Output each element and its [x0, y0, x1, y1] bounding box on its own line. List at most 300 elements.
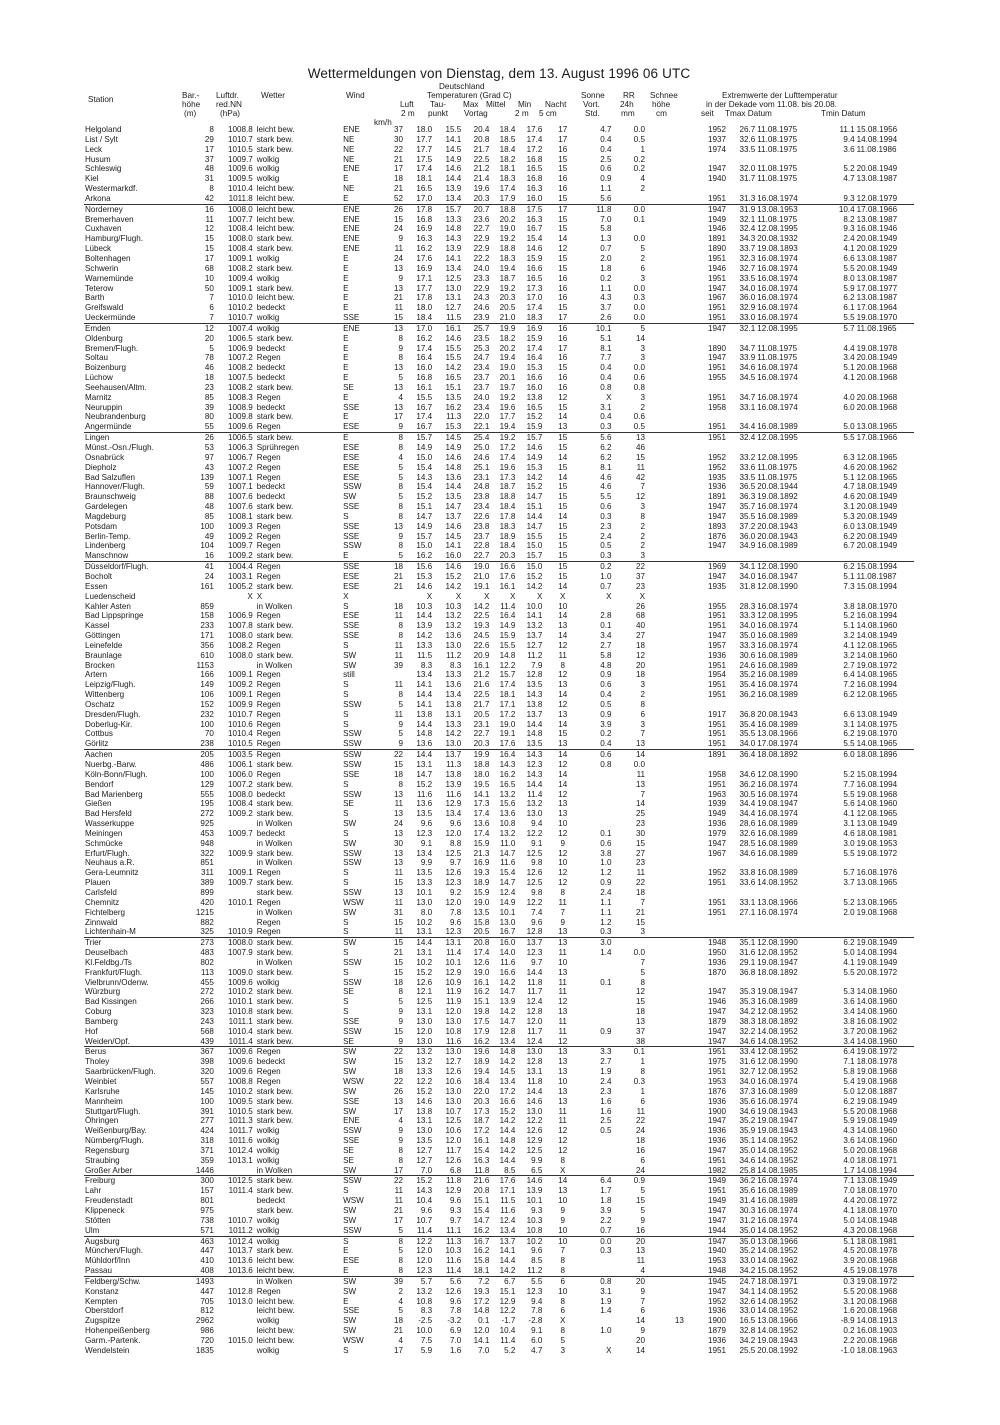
- temp-min-cell: 15.3: [526, 462, 543, 472]
- hdr-sonne-1: Sonne: [581, 91, 605, 100]
- pressure-cell: 1009.7: [227, 828, 253, 838]
- wind-speed-cell: 11: [394, 650, 403, 660]
- temp-min-5cm-cell: 10: [558, 1196, 568, 1206]
- tmax-date-cell: 16.08.1989: [757, 631, 798, 641]
- tmin-date-cell: 18.08.1971: [856, 1155, 898, 1165]
- snow-cell: [647, 1256, 686, 1266]
- pressure-cell: 1006.9: [227, 343, 253, 353]
- tmin-cell: 6.0: [843, 521, 855, 531]
- since-cell: 1951: [708, 690, 727, 700]
- snow-cell: [647, 412, 686, 422]
- since-cell: 1951: [708, 392, 727, 402]
- temp-max-cell: 21.6: [463, 1176, 491, 1186]
- dewpoint-cell: 14.4: [445, 482, 462, 492]
- sunshine-cell: 2.4: [600, 887, 612, 897]
- sunshine-cell: 0.6: [581, 750, 613, 760]
- table-row: [84, 997, 914, 1007]
- tmax-cell: 34.6: [739, 1036, 756, 1046]
- temp-air-cell: 13.3: [416, 1067, 433, 1077]
- temp-min-cell: 12.8: [526, 1057, 543, 1067]
- since-cell: 1958: [708, 402, 727, 412]
- tmin-cell: 5.1: [843, 363, 855, 373]
- tmax-date-cell: 16.08.1974: [757, 789, 798, 799]
- weather-cell: stark bew.: [256, 502, 294, 512]
- tmax-date-cell: 20.08.1943: [757, 709, 798, 719]
- snow-cell: [647, 948, 686, 958]
- temp-min-5cm-cell: 14: [544, 750, 581, 760]
- tmin-date-cell: 14.08.1960: [856, 987, 898, 997]
- snow-cell: [647, 1136, 686, 1146]
- tmax-date-cell: [757, 978, 827, 988]
- temp-min-5cm-cell: 13: [558, 1096, 568, 1106]
- temp-air-cell: 15.4: [416, 482, 433, 492]
- temp-min-cell: 16.4: [526, 353, 543, 363]
- dewpoint-cell: 16.5: [445, 373, 462, 383]
- sunshine-cell: 3.1: [600, 402, 612, 412]
- pressure-cell: 1010.7: [227, 709, 253, 719]
- wind-dir-cell: SSE: [343, 1096, 360, 1106]
- since-cell: 1947: [708, 987, 727, 997]
- wind-dir-cell: ENE: [340, 323, 379, 333]
- station-cell: Erfurt/Flugh.: [85, 848, 130, 858]
- tmax-cell: 34.0: [739, 621, 756, 631]
- precip-cell: 5: [640, 244, 646, 254]
- baro-cell: 152: [200, 699, 214, 709]
- weather-cell: Regen: [256, 1067, 281, 1077]
- temp-max-cell: 20.3: [473, 193, 490, 203]
- pressure-cell: 1011.1: [228, 1016, 253, 1026]
- temp-air-cell: 16.8: [416, 214, 433, 224]
- temp-min-cell: 14.3: [526, 690, 543, 700]
- hdr-station: Station: [88, 95, 114, 104]
- since-cell: 1936: [708, 1096, 727, 1106]
- baro-cell: 986: [200, 1326, 214, 1336]
- since-cell: 1949: [708, 1196, 727, 1206]
- wind-speed-cell: 18: [379, 562, 405, 572]
- dewpoint-cell: 10.1: [445, 957, 462, 967]
- since-cell: 1947: [708, 541, 727, 551]
- sunshine-cell: [581, 987, 613, 997]
- tmax-date-cell: 20.08.1943: [757, 521, 798, 531]
- tmax-date-cell: 16.08.1989: [757, 670, 798, 680]
- temp-mean-cell: 19.0: [499, 719, 516, 729]
- table-row: [84, 135, 914, 145]
- temp-min-5cm-cell: 14: [558, 769, 568, 779]
- wind-dir-cell: SSE: [343, 1016, 360, 1026]
- weather-cell: stark bew.: [256, 134, 294, 144]
- station-cell: Lüchow: [85, 373, 113, 383]
- table-row: [84, 422, 914, 432]
- table-row: [84, 799, 914, 809]
- since-cell: 1900: [708, 1316, 727, 1326]
- tmax-cell: 35.0: [739, 1225, 756, 1235]
- snow-cell: [647, 927, 686, 937]
- temp-max-cell: 23.8: [473, 492, 490, 502]
- dewpoint-cell: 13.3: [445, 214, 462, 224]
- tmax-cell: 34.1: [728, 562, 757, 572]
- tmin-date-cell: 11.08.1987: [856, 571, 897, 581]
- wind-dir-cell: SE: [343, 987, 354, 997]
- station-cell: Magdeburg: [85, 511, 126, 521]
- station-cell: Gießen: [85, 799, 112, 809]
- temp-min-5cm-cell: 12: [558, 640, 568, 650]
- tmin-cell: 4.1: [843, 244, 855, 254]
- since-cell: 1940: [708, 174, 727, 184]
- since-cell: 1951: [708, 739, 727, 749]
- baro-cell: 424: [200, 1126, 214, 1136]
- dewpoint-cell: 14.2: [445, 363, 462, 373]
- baro-cell: 11: [205, 214, 214, 224]
- station-cell: Feldberg/Schw.: [84, 1276, 188, 1286]
- temp-mean-cell: 14.8: [499, 650, 516, 660]
- temp-max-cell: 16.2: [473, 1246, 490, 1256]
- dewpoint-cell: 14.5: [445, 531, 462, 541]
- pressure-cell: 1008.0: [227, 631, 253, 641]
- snow-cell: [647, 729, 686, 739]
- wind-speed-cell: 39: [393, 660, 403, 670]
- temp-mean-cell: 12.8: [499, 1026, 516, 1036]
- temp-max-cell: 23.1: [473, 472, 490, 482]
- station-cell: Konstanz: [85, 1286, 119, 1296]
- precip-cell: 9: [640, 1215, 646, 1225]
- tmax-date-cell: 16.08.1989: [757, 868, 798, 878]
- tmax-cell: 34.6: [739, 1106, 756, 1116]
- tmin-date-cell: 19.08.1949: [857, 938, 914, 948]
- tmin-date-cell: 14.08.1960: [856, 997, 898, 1007]
- temp-air-cell: 16.5: [416, 184, 433, 194]
- since-cell: 1947: [708, 571, 727, 581]
- weather-cell: Regen: [256, 739, 281, 749]
- temp-min-cell: 10.8: [526, 1225, 543, 1235]
- wind-dir-cell: SSW: [343, 1126, 362, 1136]
- dewpoint-cell: 1.6: [450, 1345, 462, 1355]
- weather-cell: in Wolken: [256, 838, 293, 848]
- pressure-cell: 1010.1: [227, 997, 253, 1007]
- sunshine-cell: 6.2: [600, 452, 612, 462]
- since-cell: 1890: [708, 244, 727, 254]
- station-cell: Deuselbach: [85, 948, 128, 958]
- table-row: [84, 551, 914, 561]
- sunshine-cell: 0.7: [600, 244, 612, 254]
- tmin-date-cell: 17.08.1977: [856, 283, 898, 293]
- tmax-date-cell: 16.08.1974: [757, 1205, 798, 1215]
- precip-cell: 11: [636, 769, 646, 779]
- sunshine-cell: 0.2: [600, 729, 612, 739]
- tmin-cell: 5.2: [843, 611, 855, 621]
- temp-mean-cell: 17.1: [499, 1186, 516, 1196]
- temp-max-cell: 20.3: [473, 739, 490, 749]
- hdr-wetter: Wetter: [261, 91, 285, 100]
- dewpoint-cell: 13.6: [445, 680, 462, 690]
- weather-cell: in Wolken: [256, 957, 293, 967]
- tmax-cell: 33.5: [739, 144, 756, 154]
- tmin-cell: 4.1: [843, 809, 855, 819]
- temp-min-5cm-cell: 14: [558, 719, 568, 729]
- since-cell: 1937: [708, 134, 727, 144]
- tmin-date-cell: 14.08.1913: [856, 1316, 898, 1326]
- since-cell: 1936: [708, 1136, 727, 1146]
- wind-dir-cell: SSE: [343, 631, 360, 641]
- tmin-cell: 6.2: [843, 1096, 855, 1106]
- tmin-date-cell: 20.08.1949: [856, 541, 898, 551]
- temp-mean-cell: 12.9: [499, 1296, 516, 1306]
- tmax-cell: 35.5: [739, 729, 756, 739]
- precip-cell: 8: [640, 511, 646, 521]
- since-cell: 1947: [708, 1145, 727, 1155]
- temp-min-5cm-cell: 8: [560, 1256, 565, 1266]
- pressure-cell: [216, 1206, 255, 1216]
- snow-cell: [647, 760, 686, 770]
- tmax-date-cell: 20.08.1932: [757, 234, 798, 244]
- temp-max-cell: 23.5: [473, 333, 490, 343]
- temp-max-cell: 19.8: [473, 1007, 490, 1017]
- temp-mean-cell: 16.1: [499, 581, 516, 591]
- tmin-date-cell: 16.08.1994: [856, 611, 898, 621]
- sunshine-cell: 0.1: [600, 621, 612, 631]
- tmax-date-cell: 16.08.1989: [757, 650, 798, 660]
- table-row: [84, 868, 914, 878]
- dewpoint-cell: 11.1: [446, 1225, 462, 1235]
- snow-cell: [647, 541, 686, 551]
- baro-cell: 149: [200, 680, 214, 690]
- tmin-date-cell: [857, 888, 914, 898]
- temp-min-5cm-cell: 15: [544, 433, 581, 443]
- tmin-cell: 5.8: [843, 1067, 855, 1077]
- wind-speed-cell: 30: [393, 134, 403, 144]
- temp-min-cell: 8.5: [531, 1256, 543, 1266]
- temp-mean-cell: 10.8: [499, 819, 516, 829]
- temp-min-cell: 14.3: [526, 769, 543, 779]
- tmin-date-cell: [857, 927, 914, 937]
- temp-min-cell: 9.3: [531, 1205, 543, 1215]
- tmin-cell: [827, 443, 856, 453]
- temp-air-cell: 15.2: [416, 492, 433, 502]
- weather-report-sheet: [84, 60, 914, 1400]
- snow-cell: [647, 532, 686, 542]
- table-row: [84, 720, 914, 730]
- temp-min-cell: 13.8: [526, 392, 543, 402]
- table-row: [84, 809, 914, 819]
- since-cell: 1900: [708, 1106, 727, 1116]
- weather-cell: stark bew.: [256, 779, 294, 789]
- station-cell: Kl.Feldbg./Ts: [85, 957, 132, 967]
- wind-speed-cell: 8: [398, 482, 403, 492]
- tmax-cell: 33.7: [739, 244, 756, 254]
- temp-air-cell: 15.7: [405, 433, 434, 443]
- baro-cell: 16: [204, 551, 214, 561]
- tmax-date-cell: 14.08.1952: [757, 1155, 798, 1165]
- station-cell: Soltau: [85, 353, 108, 363]
- since-cell: 1947: [708, 1026, 727, 1036]
- temp-min-5cm-cell: 15: [558, 164, 568, 174]
- weather-cell: wolkig: [255, 1236, 340, 1246]
- station-cell: Hof: [85, 1026, 98, 1036]
- tmin-cell: 5.6: [843, 799, 855, 809]
- temp-max-cell: 15.4: [473, 1205, 490, 1215]
- since-cell: 1967: [708, 848, 727, 858]
- temp-mean-cell: 11.0: [500, 838, 516, 848]
- baro-cell: 322: [200, 848, 214, 858]
- table-row: [84, 1037, 914, 1047]
- since-cell: 1935: [708, 581, 727, 591]
- temp-max-cell: X: [484, 591, 490, 601]
- temp-mean-cell: 18.3: [499, 253, 516, 263]
- pressure-cell: 1011.4: [228, 1036, 253, 1046]
- weather-cell: stark bew.: [256, 948, 294, 958]
- wind-dir-cell: E: [343, 1266, 349, 1276]
- tmax-cell: 34.3: [739, 234, 756, 244]
- station-cell: Bad Hersfeld: [85, 809, 132, 819]
- tmin-date-cell: 16.08.1994: [856, 680, 898, 690]
- table-row: [84, 670, 914, 680]
- temp-min-5cm-cell: 10: [558, 957, 568, 967]
- tmin-date-cell: 13.08.1987: [856, 214, 898, 224]
- sunshine-cell: 0.4: [600, 373, 612, 383]
- weather-cell: stark bew.: [256, 263, 294, 273]
- tmin-cell: -1.0: [840, 1345, 855, 1355]
- wind-speed-cell: [379, 670, 405, 680]
- pressure-cell: 1015.0: [227, 1335, 253, 1345]
- wind-dir-cell: ESE: [343, 1256, 360, 1266]
- since-cell: [686, 383, 728, 393]
- tmin-cell: 4.1: [843, 957, 855, 967]
- baro-cell: 1493: [188, 1276, 216, 1286]
- dewpoint-cell: 14.2: [445, 581, 462, 591]
- wind-dir-cell: S: [343, 779, 349, 789]
- table-row: [84, 829, 914, 839]
- wind-dir-cell: WSW: [343, 1335, 364, 1345]
- wind-speed-cell: 52: [393, 193, 403, 203]
- tmax-cell: 28.5: [739, 838, 756, 848]
- temp-mean-cell: 18.7: [499, 482, 516, 492]
- tmin-date-cell: 19.08.1972: [857, 1047, 914, 1057]
- temp-mean-cell: 14.7: [499, 987, 516, 997]
- table-row: [84, 739, 914, 749]
- wind-speed-cell: 22: [393, 1077, 403, 1086]
- station-cell: Görlitz: [85, 739, 109, 749]
- precip-cell: 37: [636, 1026, 646, 1036]
- pressure-cell: 1011.7: [228, 1126, 253, 1136]
- weather-cell: leicht bew.: [255, 204, 340, 214]
- precip-cell: 4: [640, 174, 646, 184]
- station-cell: Berus: [84, 1047, 188, 1057]
- tmax-cell: 31.2: [739, 1215, 756, 1225]
- wind-speed-cell: 5: [398, 1225, 403, 1235]
- snow-cell: [647, 234, 686, 244]
- temp-max-cell: 19.0: [473, 897, 490, 907]
- wind-dir-cell: SSW: [343, 699, 362, 709]
- temp-min-cell: 13.2: [526, 799, 543, 809]
- sunshine-cell: [581, 819, 613, 829]
- temp-min-5cm-cell: X: [560, 1165, 566, 1175]
- temp-min-5cm-cell: 15: [558, 363, 568, 373]
- temp-air-cell: 13.4: [416, 848, 433, 858]
- sunshine-cell: 2.4: [600, 531, 612, 541]
- station-cell: Vielbrunn/Odenw.: [85, 977, 149, 987]
- temp-min-cell: 10.0: [526, 601, 543, 611]
- table-row: [84, 1166, 914, 1176]
- temp-air-cell: 16.9: [416, 263, 433, 273]
- since-cell: 1949: [686, 1176, 728, 1186]
- precip-cell: 22: [636, 1116, 646, 1126]
- tmax-cell: 25.5: [739, 1345, 756, 1355]
- tmin-date-cell: 14.08.1960: [856, 1007, 898, 1017]
- tmin-cell: [827, 383, 856, 393]
- sunshine-cell: 0.2: [600, 273, 612, 283]
- tmin-date-cell: 14.08.1994: [856, 1165, 898, 1175]
- weather-cell: stark bew.: [256, 283, 294, 293]
- since-cell: 1951: [708, 680, 727, 690]
- tmin-cell: 3.4: [843, 353, 855, 363]
- tmin-cell: 6.0: [827, 750, 856, 760]
- wind-speed-cell: 18: [393, 1067, 403, 1077]
- temp-air-cell: 17.0: [405, 323, 434, 333]
- pressure-cell: 1010.7: [227, 1215, 253, 1225]
- tmin-cell: 5.5: [843, 1106, 855, 1116]
- temp-min-5cm-cell: 7: [560, 907, 565, 917]
- temp-air-cell: 12.5: [416, 997, 433, 1007]
- dewpoint-cell: 14.8: [445, 462, 462, 472]
- baro-cell: 100: [200, 521, 214, 531]
- snow-cell: [647, 264, 686, 274]
- wind-dir-cell: E: [343, 193, 349, 203]
- hdr-vortag: Vortag: [464, 109, 488, 118]
- since-cell: 1951: [686, 433, 728, 443]
- temp-min-cell: 9.1: [531, 1326, 543, 1336]
- wind-dir-cell: SE: [343, 1155, 354, 1165]
- snow-cell: [647, 463, 686, 473]
- baro-cell: 59: [204, 482, 214, 492]
- tmax-cell: 38.3: [739, 1016, 756, 1026]
- station-cell: Doberlug-Kir.: [85, 719, 133, 729]
- temp-max-cell: 17.4: [473, 828, 490, 838]
- tmin-cell: 6.4: [827, 1047, 856, 1057]
- baro-cell: 300: [188, 1176, 216, 1186]
- temp-min-5cm-cell: 15: [558, 303, 568, 313]
- weather-cell: stark bew.: [256, 878, 294, 888]
- snow-cell: [647, 780, 686, 790]
- since-cell: [686, 592, 728, 602]
- snow-cell: [647, 799, 686, 809]
- snow-cell: [647, 1326, 686, 1336]
- station-cell: Düsseldorf/Flugh.: [84, 562, 188, 572]
- temp-min-cell: 16.3: [526, 184, 543, 194]
- tmax-cell: 32.6: [739, 134, 756, 144]
- weather-cell: Regen: [255, 750, 340, 760]
- weather-cell: stark bew.: [256, 848, 294, 858]
- sunshine-cell: 5.1: [600, 333, 612, 343]
- wind-dir-cell: SSW: [343, 858, 362, 868]
- baro-cell: 17: [204, 144, 214, 154]
- wind-dir-cell: WSW: [343, 1196, 364, 1206]
- tmin-cell: 5.4: [843, 1077, 855, 1086]
- table-row: [84, 393, 914, 403]
- tmin-date-cell: 19.08.1949: [856, 1116, 898, 1126]
- temp-min-cell: 11.7: [527, 1026, 543, 1036]
- station-cell: Luedenscheid: [85, 591, 136, 601]
- baro-cell: 568: [200, 1026, 214, 1036]
- weather-cell: wolkig: [256, 1145, 280, 1155]
- precip-cell: 13: [636, 739, 646, 749]
- baro-cell: 408: [200, 1266, 214, 1276]
- precip-cell: 14: [614, 750, 648, 760]
- tmax-date-cell: 16.08.1974: [757, 293, 798, 303]
- precip-cell: 14: [636, 799, 646, 809]
- temp-mean-cell: 14.2: [499, 1007, 516, 1017]
- temp-min-cell: 16.8: [526, 174, 543, 184]
- precip-cell: 27: [636, 631, 646, 641]
- tmin-cell: 7.1: [843, 1057, 855, 1067]
